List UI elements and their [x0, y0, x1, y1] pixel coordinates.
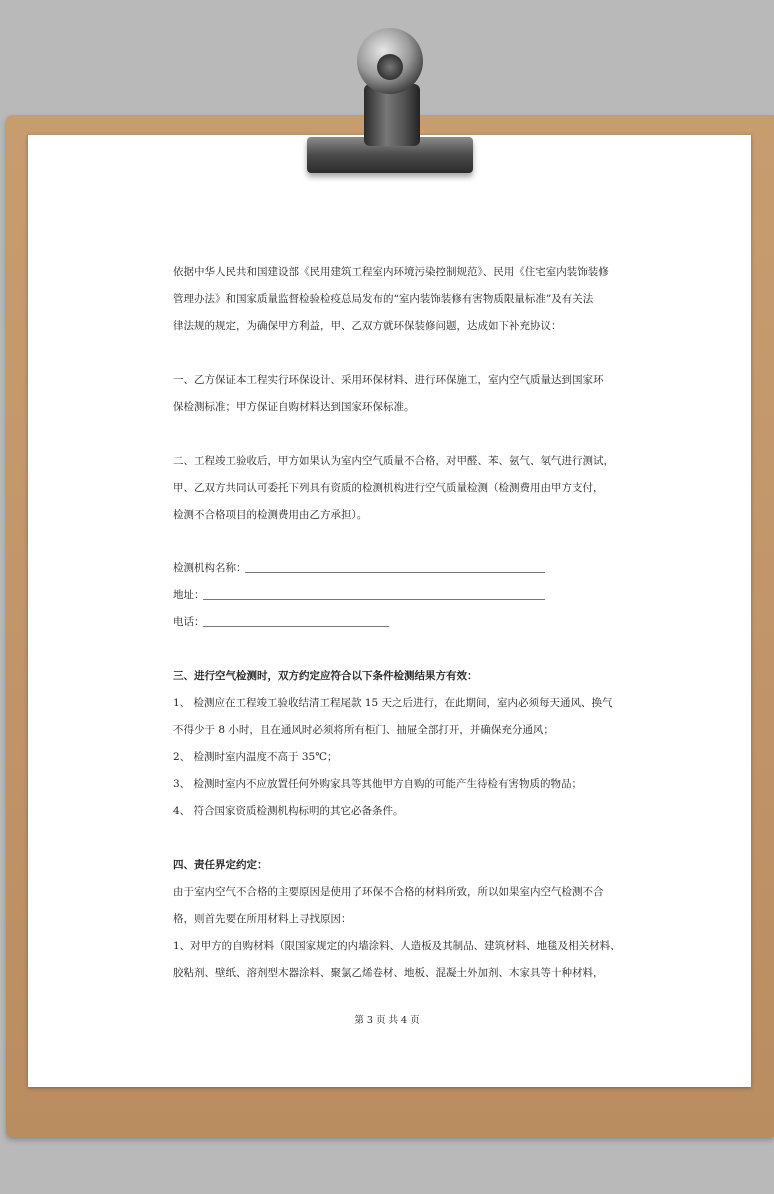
- section1-line-1: 一、乙方保证本工程实行环保设计、采用环保材料、进行环保施工，室内空气质量达到国家环: [173, 374, 604, 386]
- intro-line-3: 律法规的规定，为确保甲方利益，甲、乙双方就环保装修问题，达成如下补充协议：: [173, 320, 562, 332]
- page-number: 第 3 页 共 4 页: [354, 1015, 420, 1026]
- section3-item: 2、 检测时室内温度不高于 35℃；: [173, 751, 338, 763]
- phone-label: 电话：: [173, 616, 205, 628]
- section3-item: 4、 符合国家资质检测机构标明的其它必备条件。: [173, 805, 404, 817]
- address-label: 地址：: [173, 589, 205, 601]
- section3-title: 三、进行空气检测时，双方约定应符合以下条件检测结果方有效：: [173, 670, 478, 682]
- section3-item: 1、 检测应在工程竣工验收结清工程尾款 15 天之后进行，在此期间，室内必须每天通风、换气: [173, 697, 613, 709]
- section4-title: 四、责任界定约定：: [173, 859, 268, 871]
- section4-item: 1、对甲方的自购材料（限国家规定的内墙涂料、人造板及其制品、建筑材料、地毯及相关材料、: [173, 940, 621, 952]
- section3-item: 不得少于 8 小时，且在通风时必须将所有柜门、抽屉全部打开，并确保充分通风；: [173, 724, 554, 736]
- address-blank: [203, 599, 545, 600]
- intro-line-1: 依据中华人民共和国建设部《民用建筑工程室内环境污染控制规范》、民用《住宅室内装饰装修: [173, 266, 609, 278]
- section2-line-2: 甲、乙双方共同认可委托下列具有资质的检测机构进行空气质量检测（检测费用由甲方支付，: [173, 482, 604, 494]
- section4-item: 由于室内空气不合格的主要原因是使用了环保不合格的材料所致，所以如果室内空气检测不合: [173, 886, 604, 898]
- phone-blank: [203, 626, 389, 627]
- clip-hole: [377, 54, 403, 80]
- agency-name-blank: [245, 572, 545, 573]
- section3-item: 3、 检测时室内不应放置任何外购家具等其他甲方自购的可能产生待检有害物质的物品；: [173, 778, 583, 790]
- agency-name-label: 检测机构名称：: [173, 562, 247, 574]
- section1-line-2: 保检测标准；甲方保证自购材料达到国家环保标准。: [173, 401, 415, 413]
- section2-line-3: 检测不合格项目的检测费用由乙方承担）。: [173, 509, 368, 521]
- section4-item: 胶粘剂、壁纸、溶剂型木器涂料、聚氯乙烯卷材、地板、混凝土外加剂、木家具等十种材料，: [173, 967, 604, 979]
- intro-line-2: 管理办法》和国家质量监督检验检疫总局发布的“室内装饰装修有害物质限量标准”及有关法: [173, 293, 594, 305]
- section4-item: 格，则首先要在所用材料上寻找原因：: [173, 913, 352, 925]
- section2-line-1: 二、工程竣工验收后，甲方如果认为室内空气质量不合格，对甲醛、苯、氨气、氡气进行测试，: [173, 455, 614, 467]
